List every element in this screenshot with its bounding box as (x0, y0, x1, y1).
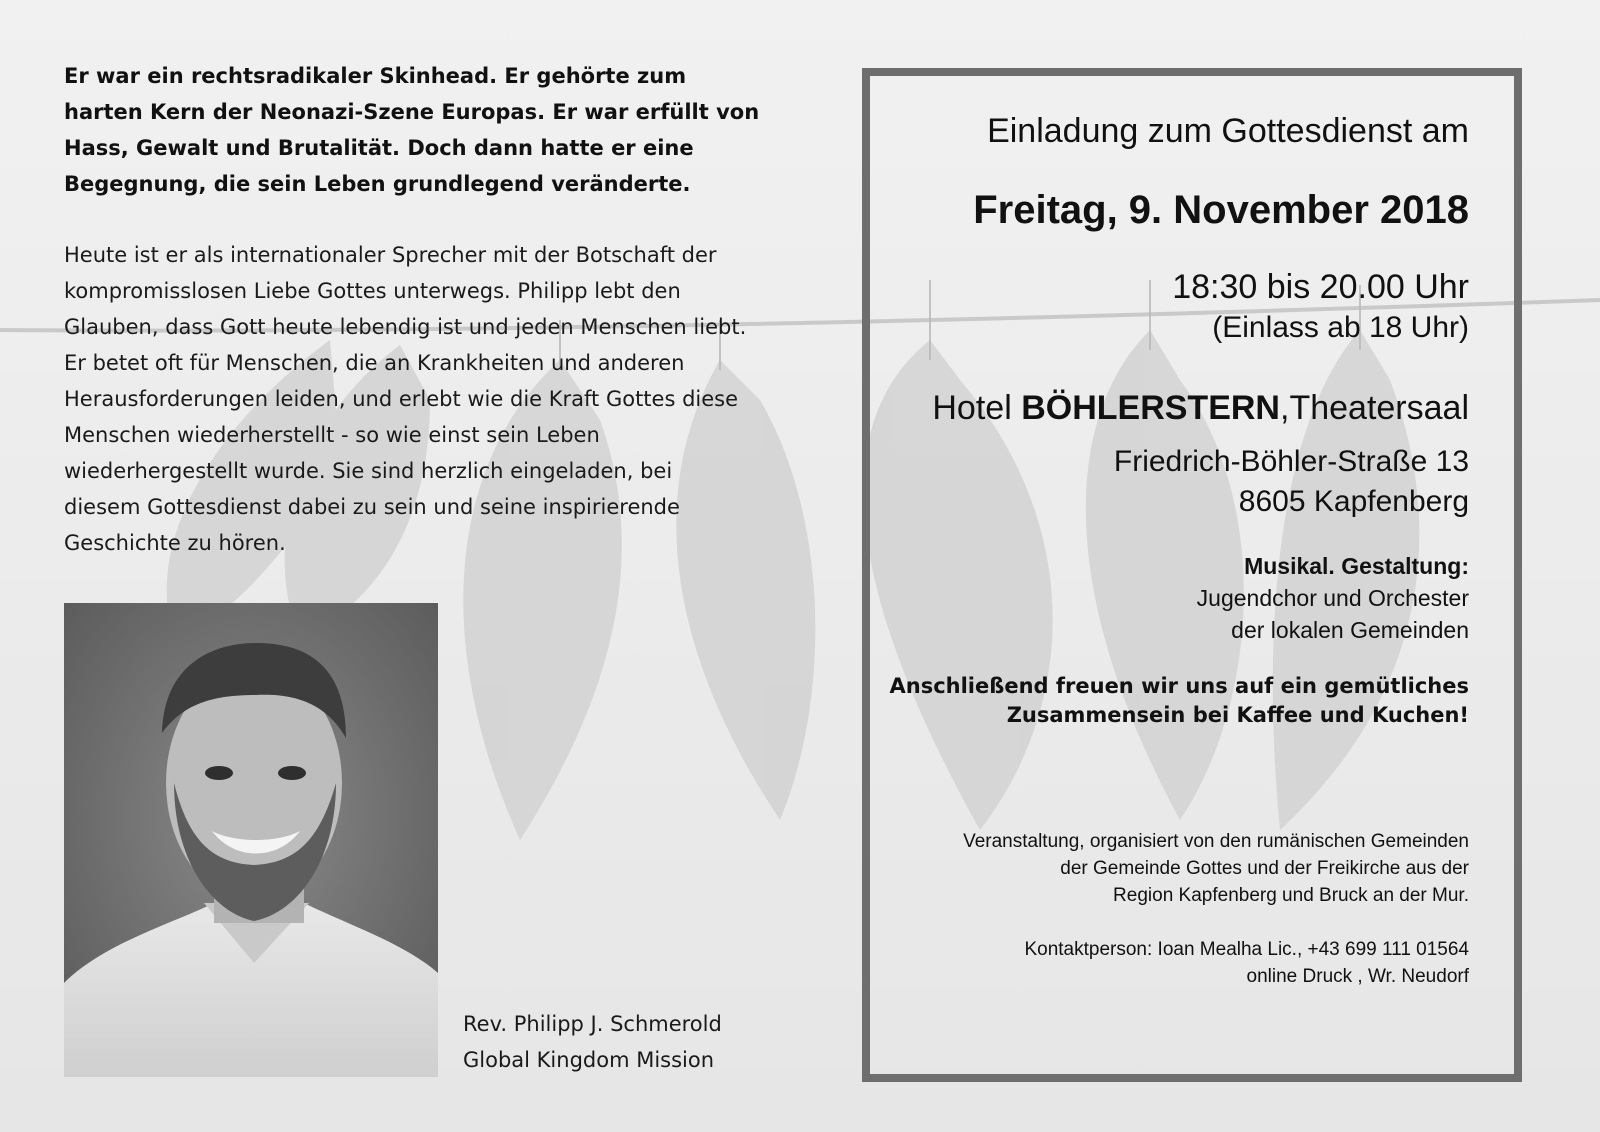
contact-info (869, 936, 1469, 990)
bio-line: Heute ist er als internationaler Sprecher mit der Botschaft der (64, 243, 717, 267)
bio-line: Menschen wiederherstellt - so wie einst sein Leben (64, 423, 600, 447)
event-time: 18:30 bis 20.00 Uhr (1172, 268, 1469, 306)
organizer-line: Veranstaltung, organisiert von den rumänischen Gemeinden (963, 831, 1469, 852)
closing-note (869, 672, 1469, 730)
organizer-line: Region Kapfenberg und Bruck an der Mur. (1113, 885, 1469, 906)
bio-paragraph (64, 237, 784, 561)
venue-suffix: ,Theatersaal (1280, 389, 1469, 427)
music-line: der lokalen Gemeinden (1231, 617, 1469, 643)
speaker-organization: Global Kingdom Mission (463, 1048, 715, 1072)
portrait-illustration (64, 603, 438, 1077)
venue-street: Friedrich-Böhler-Straße 13 (1113, 445, 1469, 478)
speaker-caption (463, 1006, 722, 1078)
invitation-heading: Einladung zum Gottesdienst am (987, 112, 1469, 150)
organizer-line: der Gemeinde Gottes und der Freikirche aus der (1060, 858, 1469, 879)
venue (869, 386, 1469, 430)
music-title: Musikal. Gestaltung: (1244, 553, 1469, 579)
organizer-note (869, 828, 1469, 909)
intro-line: Hass, Gewalt und Brutalität. Doch dann hatte er eine (64, 136, 694, 160)
bio-line: Glauben, dass Gott heute lebendig ist und jeden Menschen liebt. (64, 315, 747, 339)
venue-prefix: Hotel (932, 389, 1022, 427)
closing-line: Anschließend freuen wir uns auf ein gemütliches (889, 674, 1469, 698)
music-details (869, 582, 1469, 646)
speaker-photo (64, 603, 438, 1077)
bio-line: Herausforderungen leiden, und erlebt wie die Kraft Gottes diese (64, 387, 739, 411)
music-line: Jugendchor und Orchester (1196, 585, 1469, 611)
intro-paragraph (64, 58, 784, 202)
left-column (64, 58, 784, 561)
invitation-frame (862, 68, 1522, 1082)
contact-line: online Druck , Wr. Neudorf (1246, 966, 1469, 987)
bio-line: kompromisslosen Liebe Gottes unterwegs. Philipp lebt den (64, 279, 681, 303)
closing-line: Zusammensein bei Kaffee und Kuchen! (1006, 703, 1469, 727)
venue-city: 8605 Kapfenberg (1238, 485, 1469, 518)
contact-line: Kontaktperson: Ioan Mealha Lic., +43 699 111 01564 (1024, 939, 1469, 960)
venue-address (869, 442, 1469, 522)
intro-line: harten Kern der Neonazi-Szene Europas. Er war erfüllt von (64, 100, 760, 124)
venue-name: BÖHLERSTERN (1021, 389, 1280, 427)
bio-line: diesem Gottesdienst dabei zu sein und seine inspirierende (64, 495, 680, 519)
event-entry-time: (Einlass ab 18 Uhr) (1212, 311, 1469, 344)
invitation-content (869, 76, 1469, 990)
bio-line: wiederhergestellt wurde. Sie sind herzlich eingeladen, bei (64, 459, 673, 483)
bio-line: Geschichte zu hören. (64, 531, 286, 555)
event-date: Freitag, 9. November 2018 (973, 188, 1469, 232)
speaker-name: Rev. Philipp J. Schmerold (463, 1012, 722, 1036)
bio-line: Er betet oft für Menschen, die an Krankheiten und anderen (64, 351, 685, 375)
intro-line: Begegnung, die sein Leben grundlegend veränderte. (64, 172, 691, 196)
intro-line: Er war ein rechtsradikaler Skinhead. Er gehörte zum (64, 64, 687, 88)
